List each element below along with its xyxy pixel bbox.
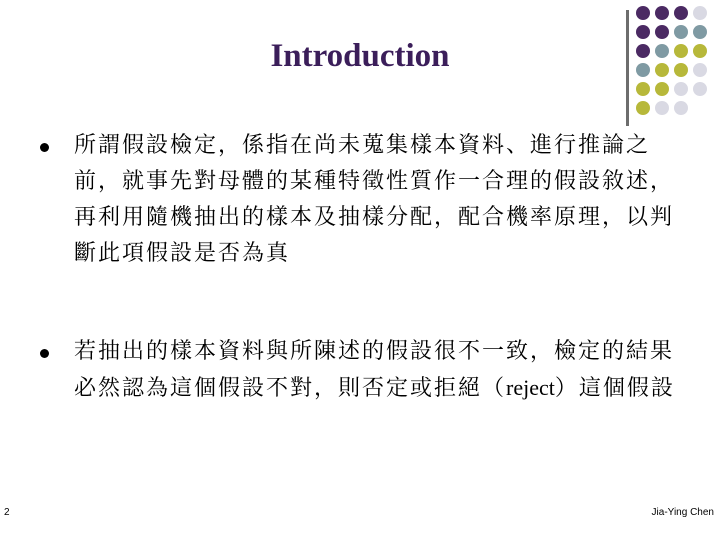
page-number: 2 — [4, 507, 10, 518]
decorative-dot — [636, 82, 650, 96]
decorative-dot — [674, 44, 688, 58]
bullet-text: 所謂假設檢定，係指在尚未蒐集樣本資料、進行推論之前，就事先對母體的某種特徵性質作一合理的假設敘述，再利用隨機抽出的樣本及抽樣分配，配合機率原理，以判斷此項假設是否為真 — [74, 133, 675, 266]
decorative-dot — [674, 63, 688, 77]
decorative-dot — [655, 63, 669, 77]
decorative-dot — [674, 101, 688, 115]
decorative-dot-grid — [636, 6, 720, 122]
decorative-dot — [655, 6, 669, 20]
slide-title: Introduction — [270, 38, 450, 74]
decorative-dot — [655, 82, 669, 96]
decorative-dot — [693, 63, 707, 77]
bullet-list — [38, 128, 678, 407]
decorative-dot — [674, 6, 688, 20]
decorative-dot — [655, 25, 669, 39]
bullet-dot-icon — [40, 143, 49, 152]
decorative-dot — [674, 82, 688, 96]
decorative-dot — [636, 44, 650, 58]
decorative-dot — [636, 63, 650, 77]
decorative-dot — [655, 101, 669, 115]
bullet-text-latin: reject — [506, 375, 555, 400]
bullet-text-part: ）這個假設 — [554, 376, 675, 401]
bullet-dot-icon — [40, 349, 49, 358]
bullet-item — [38, 128, 678, 272]
decorative-dot — [693, 44, 707, 58]
decorative-dot — [693, 6, 707, 20]
decorative-dot — [693, 82, 707, 96]
decorative-dot — [693, 25, 707, 39]
author-name: Jia-Ying Chen — [651, 507, 714, 518]
bullet-text-part: 若抽出的樣本資料與所陳述的假設很不一致，檢定的結果必然認為這個假設不對，則否定或拒絕（ — [74, 339, 675, 401]
decorative-dot — [636, 6, 650, 20]
decorative-dot — [636, 101, 650, 115]
decorative-dot — [674, 25, 688, 39]
bullet-item — [38, 334, 678, 407]
decorative-divider-line — [626, 10, 629, 126]
decorative-dot — [636, 25, 650, 39]
decorative-dot — [655, 44, 669, 58]
